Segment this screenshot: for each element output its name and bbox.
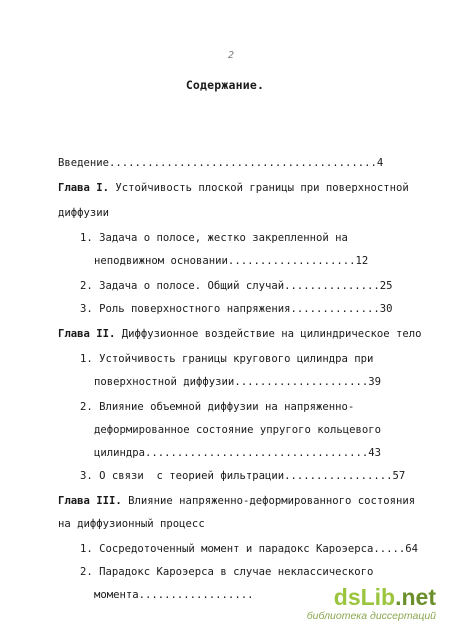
toc-line: на диффузионный процесс xyxy=(58,518,205,530)
chapter-label: Глава III. xyxy=(58,495,122,507)
watermark-subtitle: библиотека диссертаций xyxy=(306,610,436,622)
watermark-logo-domain: .net xyxy=(395,584,436,610)
toc-item-cont: поверхностной диффузии.....................39 xyxy=(94,376,382,388)
toc-item: 3. Роль поверхностного напряжения..............30 xyxy=(80,303,393,315)
chapter-title: Устойчивость плоской границы при поверхностной xyxy=(109,182,409,194)
toc-item: 1. Устойчивость границы кругового цилиндра при xyxy=(80,353,374,365)
chapter-label: Глава II. xyxy=(58,328,116,340)
watermark-logo xyxy=(307,585,436,609)
toc-intro: Введение..........................................4 xyxy=(58,157,384,169)
toc-item-cont: цилиндра...................................43 xyxy=(94,447,382,459)
toc-chapter-1 xyxy=(58,181,409,195)
toc-item: 1. Сосредоточенный момент и парадокс Кароэерса.....64 xyxy=(80,543,419,555)
watermark-logo-main: dsLib xyxy=(333,584,396,610)
toc-line: диффузии xyxy=(58,207,110,219)
dslib-watermark xyxy=(307,585,436,622)
toc-item: 2. Парадокс Кароэерса в случае неклассического xyxy=(80,566,374,578)
toc-chapter-3 xyxy=(58,494,415,508)
chapter-label: Глава I. xyxy=(58,182,110,194)
toc-item: 2. Влияние объемной диффузии на напряженно- xyxy=(80,401,355,413)
page-title: Содержание. xyxy=(185,78,265,92)
chapter-title: Влияние напряженно-деформированного состояния xyxy=(121,495,416,507)
toc-item-cont: деформированное состояние упругого кольцевого xyxy=(94,424,382,436)
page-number: 2 xyxy=(228,50,235,61)
toc-item: 1. Задача о полосе, жестко закрепленной на xyxy=(80,232,348,244)
toc-item-cont: неподвижном основании....................12 xyxy=(94,255,369,267)
toc-item: 2. Задача о полосе. Общий случай...............25 xyxy=(80,280,393,292)
toc-item-cont: момента.................. xyxy=(94,589,254,601)
chapter-title: Диффузионное воздействие на цилиндрическое тело xyxy=(115,328,422,340)
toc-chapter-2 xyxy=(58,327,422,341)
toc-item: 3. О связи с теорией фильтрации.................57 xyxy=(80,470,406,482)
